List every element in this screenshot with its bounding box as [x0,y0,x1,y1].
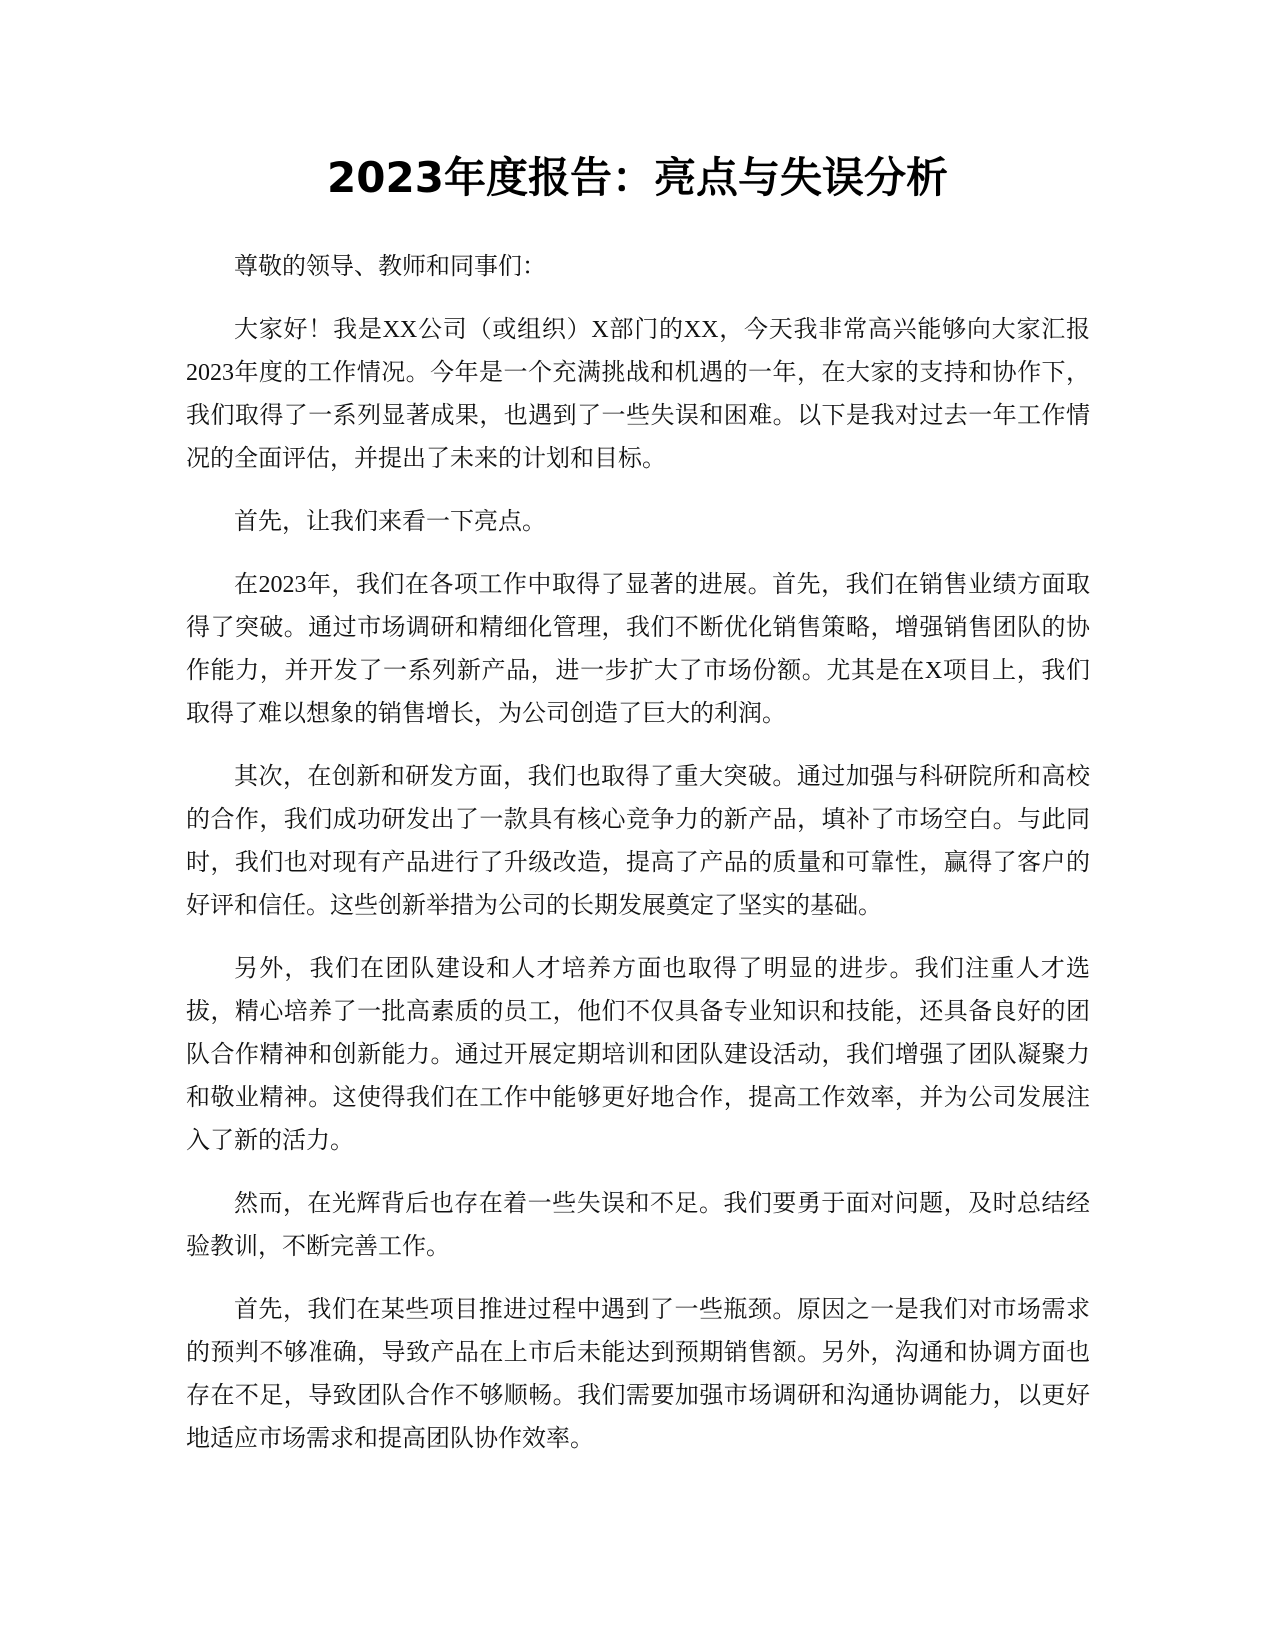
highlights-heading-paragraph: 首先，让我们来看一下亮点。 [234,509,546,535]
document-body [186,246,1090,1481]
sales-paragraph: 在2023年，我们在各项工作中取得了显著的进展。首先，我们在销售业绩方面取得了突破。通过市场调研和精细化管理，我们不断优化销售策略，增强销售团队的协作能力，并开发了一系列新产品，进一步扩大了市场份额。尤其是在X项目上，我们取得了难以想象的销售增长，为公司创造了巨大的利润。 [186,572,1090,727]
team-paragraph: 另外，我们在团队建设和人才培养方面也取得了明显的进步。我们注重人才选拔，精心培养了一批高素质的员工，他们不仅具备专业知识和技能，还具备良好的团队合作精神和创新能力。通过开展定期培训和团队建设活动，我们增强了团队凝聚力和敬业精神。这使得我们在工作中能够更好地合作，提高工作效率，并为公司发展注入了新的活力。 [186,956,1090,1154]
intro-paragraph: 大家好！我是XX公司（或组织）X部门的XX，今天我非常高兴能够向大家汇报2023年度的工作情况。今年是一个充满挑战和机遇的一年，在大家的支持和协作下，我们取得了一系列显著成果，也遇到了一些失误和困难。以下是我对过去一年工作情况的全面评估，并提出了未来的计划和目标。 [186,317,1090,472]
innovation-paragraph: 其次，在创新和研发方面，我们也取得了重大突破。通过加强与科研院所和高校的合作，我们成功研发出了一款具有核心竞争力的新产品，填补了市场空白。与此同时，我们也对现有产品进行了升级改造，提高了产品的质量和可靠性，赢得了客户的好评和信任。这些创新举措为公司的长期发展奠定了坚实的基础。 [186,764,1090,919]
bottleneck-paragraph: 首先，我们在某些项目推进过程中遇到了一些瓶颈。原因之一是我们对市场需求的预判不够准确，导致产品在上市后未能达到预期销售额。另外，沟通和协调方面也存在不足，导致团队合作不够顺畅。我们需要加强市场调研和沟通协调能力，以更好地适应市场需求和提高团队协作效率。 [186,1297,1090,1452]
shortcomings-intro-paragraph: 然而，在光辉背后也存在着一些失误和不足。我们要勇于面对问题，及时总结经验教训，不断完善工作。 [186,1191,1090,1260]
document-title: 2023年度报告：亮点与失误分析 [327,153,948,202]
salutation-paragraph: 尊敬的领导、教师和同事们： [234,254,546,280]
